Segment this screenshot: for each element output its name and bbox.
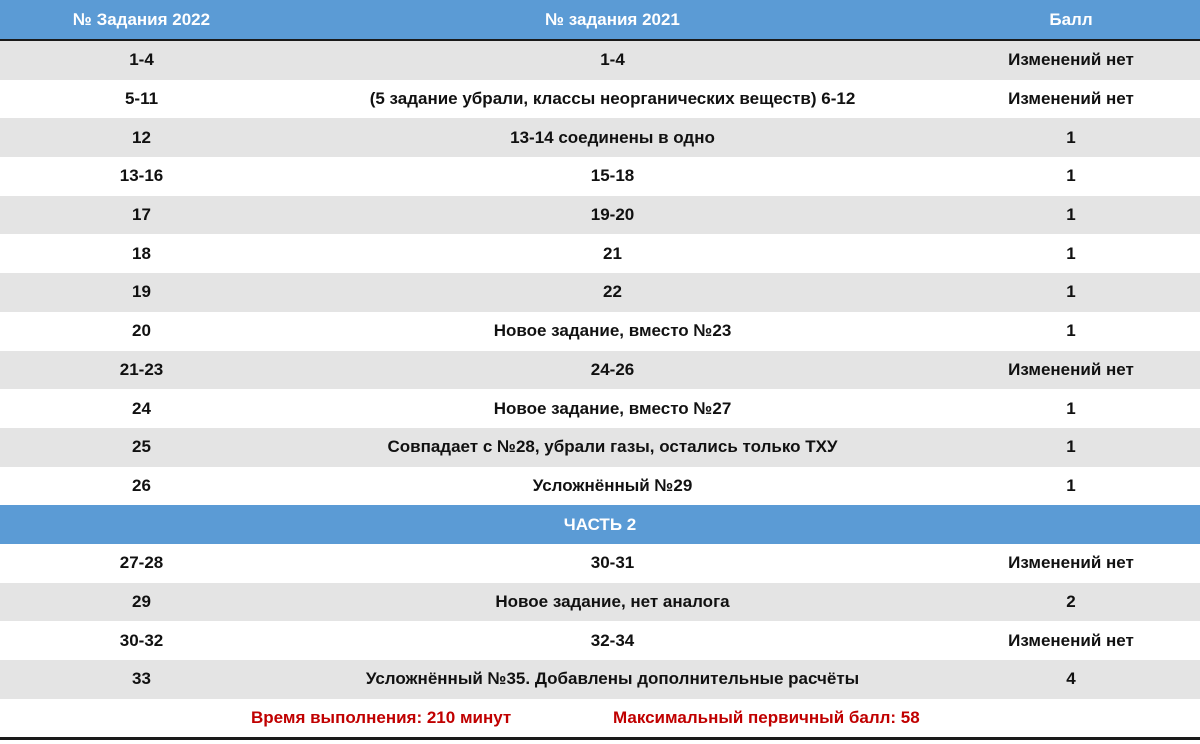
cell-task-2021: Новое задание, нет аналога xyxy=(283,583,942,622)
cell-task-2022: 12 xyxy=(0,118,283,157)
cell-task-2022: 26 xyxy=(0,467,283,506)
header-task-2021: № задания 2021 xyxy=(283,0,942,40)
table-row xyxy=(0,234,1200,273)
bottom-divider xyxy=(0,737,1200,740)
cell-task-2022: 29 xyxy=(0,583,283,622)
cell-score: Изменений нет xyxy=(942,80,1200,119)
table-row xyxy=(0,621,1200,660)
table-row xyxy=(0,312,1200,351)
table-row xyxy=(0,544,1200,583)
max-score-text: Максимальный первичный балл: 58 xyxy=(613,708,920,727)
table-row xyxy=(0,660,1200,699)
cell-task-2021: 13-14 соединены в одно xyxy=(283,118,942,157)
cell-task-2021: 30-31 xyxy=(283,544,942,583)
cell-task-2022: 20 xyxy=(0,312,283,351)
cell-task-2022: 24 xyxy=(0,389,283,428)
time-limit-text: Время выполнения: 210 минут xyxy=(251,708,512,727)
cell-task-2022: 30-32 xyxy=(0,621,283,660)
cell-task-2021: Новое задание, вместо №23 xyxy=(283,312,942,351)
table-row xyxy=(0,80,1200,119)
footer-summary xyxy=(0,699,1200,737)
table-row xyxy=(0,157,1200,196)
cell-task-2022: 13-16 xyxy=(0,157,283,196)
table-row xyxy=(0,40,1200,80)
cell-task-2021: 22 xyxy=(283,273,942,312)
table-row xyxy=(0,467,1200,506)
cell-task-2022: 33 xyxy=(0,660,283,699)
section-row-part-2 xyxy=(0,505,1200,544)
cell-task-2021: 32-34 xyxy=(283,621,942,660)
table-row xyxy=(0,428,1200,467)
cell-task-2021: 1-4 xyxy=(283,40,942,80)
cell-score: Изменений нет xyxy=(942,351,1200,390)
header-score: Балл xyxy=(942,0,1200,40)
cell-score: 1 xyxy=(942,467,1200,506)
cell-score: 1 xyxy=(942,118,1200,157)
cell-task-2021: 15-18 xyxy=(283,157,942,196)
cell-task-2021: Новое задание, вместо №27 xyxy=(283,389,942,428)
table-row xyxy=(0,118,1200,157)
table-header-row xyxy=(0,0,1200,40)
cell-task-2022: 17 xyxy=(0,196,283,235)
cell-score: 1 xyxy=(942,196,1200,235)
cell-score: Изменений нет xyxy=(942,621,1200,660)
cell-task-2022: 18 xyxy=(0,234,283,273)
table-row xyxy=(0,389,1200,428)
table-row xyxy=(0,583,1200,622)
cell-task-2022: 21-23 xyxy=(0,351,283,390)
cell-score: 4 xyxy=(942,660,1200,699)
cell-task-2022: 19 xyxy=(0,273,283,312)
cell-score: Изменений нет xyxy=(942,544,1200,583)
table-row xyxy=(0,196,1200,235)
cell-task-2021: Усложнённый №35. Добавлены дополнительные расчёты xyxy=(283,660,942,699)
cell-task-2021: Совпадает с №28, убрали газы, остались только ТХУ xyxy=(283,428,942,467)
cell-task-2022: 5-11 xyxy=(0,80,283,119)
table-row xyxy=(0,273,1200,312)
cell-task-2021: 21 xyxy=(283,234,942,273)
cell-task-2022: 1-4 xyxy=(0,40,283,80)
cell-score: 2 xyxy=(942,583,1200,622)
cell-task-2021: 24-26 xyxy=(283,351,942,390)
cell-score: Изменений нет xyxy=(942,40,1200,80)
header-task-2022: № Задания 2022 xyxy=(0,0,283,40)
cell-task-2022: 25 xyxy=(0,428,283,467)
cell-task-2021: Усложнённый №29 xyxy=(283,467,942,506)
cell-score: 1 xyxy=(942,273,1200,312)
section-label: ЧАСТЬ 2 xyxy=(0,505,1200,544)
cell-score: 1 xyxy=(942,157,1200,196)
cell-score: 1 xyxy=(942,389,1200,428)
cell-score: 1 xyxy=(942,234,1200,273)
cell-task-2022: 27-28 xyxy=(0,544,283,583)
cell-score: 1 xyxy=(942,312,1200,351)
cell-task-2021: 19-20 xyxy=(283,196,942,235)
table-row xyxy=(0,351,1200,390)
cell-score: 1 xyxy=(942,428,1200,467)
cell-task-2021: (5 задание убрали, классы неорганических веществ) 6-12 xyxy=(283,80,942,119)
